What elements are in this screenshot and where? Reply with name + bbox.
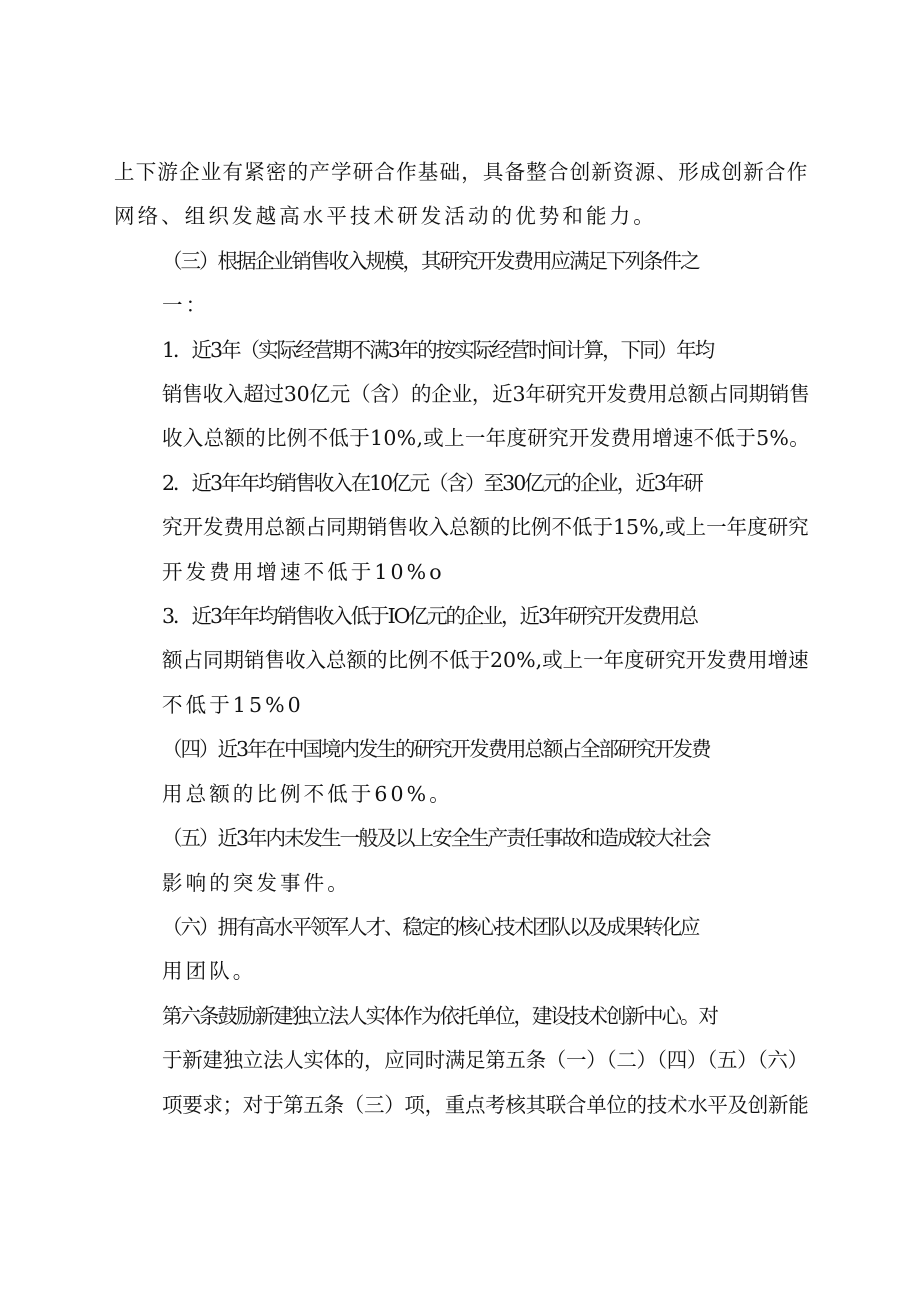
text-line: 销售收入超过30亿元（含）的企业，近3年研究开发费用总额占同期销售 [162,382,810,407]
text-line: （三）根据企业销售收入规模，其研究开发费用应满足下列条件之 [162,248,699,273]
paragraph-item-6 [114,905,810,994]
text-line: 用团队。 [162,959,257,984]
text-line: （四）近3年在中国境内发生的研究开发费用总额占全部研究开发费 [162,737,710,762]
text-line: 第六条鼓励新建独立法人实体作为依托单位，建设技术创新中心。对 [162,1003,717,1028]
text-line: 额占同期销售收入总额的比例不低于20%,或上一年度研究开发费用增速 [162,648,809,673]
paragraph-subitem-2 [114,461,810,594]
paragraph-subitem-3 [114,594,810,727]
text-line: （六）拥有高水平领军人才、稳定的核心技术团队以及成果转化应 [162,914,699,939]
text-line: 影响的突发事件。 [162,870,351,895]
text-line: 究开发费用总额占同期销售收入总额的比例不低于15%,或上一年度研究 [162,515,809,540]
paragraph-item-5 [114,816,810,905]
text-line: 不低于15%0 [162,692,304,717]
paragraph-continuation [114,150,810,239]
paragraph-subitem-1 [114,328,810,461]
text-line: 1．近3年（实际经营期不满3年的按实际经营时间计算，下同）年均 [162,337,714,362]
text-line: 网络、组织发越高水平技术研发活动的优势和能力。 [114,204,657,229]
text-line: 3．近3年年均销售收入低于IO亿元的企业，近3年研究开发费用总 [162,604,698,629]
text-line: 开发费用增速不低于10%o [162,559,445,584]
text-line: 项要求；对于第五条（三）项，重点考核其联合单位的技术水平及创新能 [162,1092,809,1117]
text-line: 于新建独立法人实体的，应同时满足第五条（一）（二）（四）（五）（六） [162,1048,808,1073]
text-line: 用总额的比例不低于60%。 [162,781,453,806]
text-line: 收入总额的比例不低于10%,或上一年度研究开发费用增速不低于5%。 [162,426,811,451]
text-line: 一： [162,293,210,318]
document-body [114,150,810,1127]
paragraph-article-6 [114,994,810,1127]
text-line: 2．近3年年均销售收入在10亿元（含）至30亿元的企业，近3年研 [162,470,702,495]
text-line: （五）近3年内未发生一般及以上安全生产责任事故和造成较大社会 [162,826,710,851]
paragraph-item-3 [114,239,810,328]
text-line: 上下游企业有紧密的产学研合作基础，具备整合创新资源、形成创新合作 [114,160,809,184]
paragraph-item-4 [114,727,810,816]
